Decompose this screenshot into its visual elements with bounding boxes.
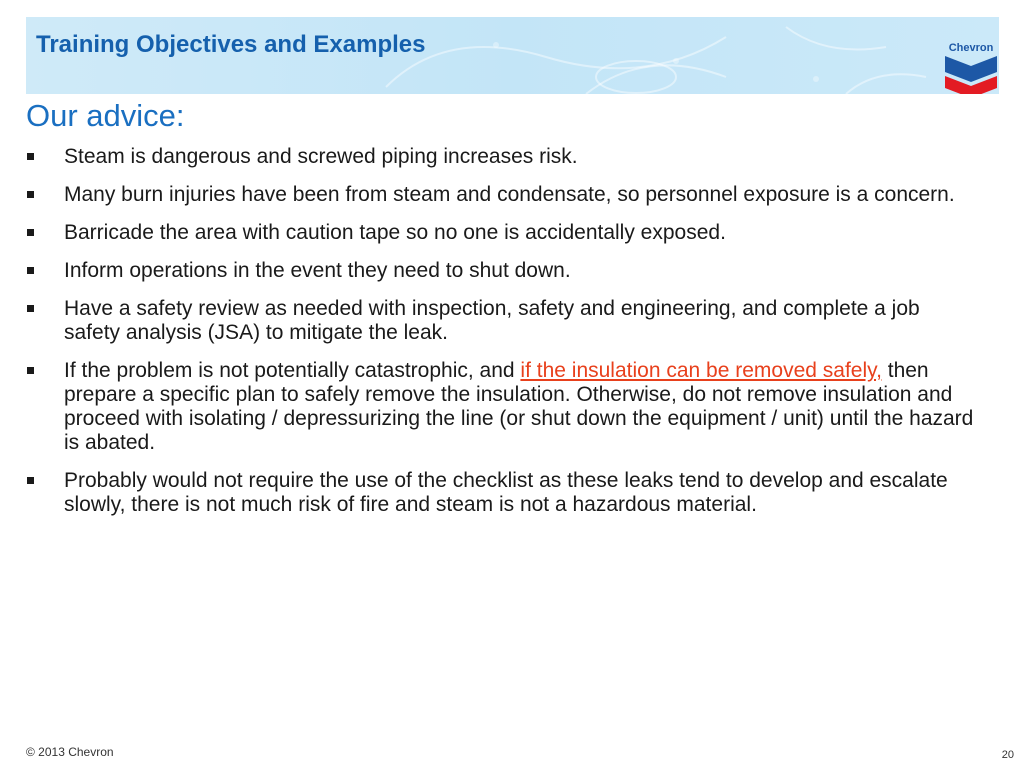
- logo-wordmark: Chevron: [948, 42, 994, 54]
- list-item: [26, 359, 976, 455]
- bullet-text-before: If the problem is not potentially catastrophic, and: [64, 359, 521, 382]
- square-bullet-icon: [27, 367, 34, 374]
- page-number: 20: [1001, 749, 1014, 761]
- list-item: [26, 183, 976, 207]
- list-item: [26, 259, 976, 283]
- bullet-text: Steam is dangerous and screwed piping increases risk.: [64, 145, 578, 168]
- insulation-removal-link[interactable]: if the insulation can be removed safely,: [520, 359, 882, 382]
- square-bullet-icon: [27, 267, 34, 274]
- bullet-text: Inform operations in the event they need to shut down.: [64, 259, 571, 282]
- list-item: [26, 145, 976, 169]
- square-bullet-icon: [27, 153, 34, 160]
- square-bullet-icon: [27, 229, 34, 236]
- copyright-notice: © 2013 Chevron: [26, 745, 114, 759]
- square-bullet-icon: [27, 191, 34, 198]
- list-item: [26, 297, 976, 345]
- bullet-text: Barricade the area with caution tape so no one is accidentally exposed.: [64, 221, 726, 244]
- slide-title: Training Objectives and Examples: [36, 31, 426, 58]
- bullet-list: [26, 145, 976, 531]
- bullet-text: Many burn injuries have been from steam and condensate, so personnel exposure is a concern.: [64, 183, 955, 206]
- list-item: [26, 221, 976, 245]
- square-bullet-icon: [27, 477, 34, 484]
- section-heading: Our advice:: [26, 98, 185, 133]
- chevron-logo: [941, 42, 999, 94]
- square-bullet-icon: [27, 305, 34, 312]
- bullet-text: Probably would not require the use of the checklist as these leaks tend to develop and escalate slowly, there is not much risk of fire and steam is not a hazardous material.: [64, 469, 948, 516]
- chevron-chevrons-icon: [945, 56, 997, 94]
- bullet-text: Have a safety review as needed with inspection, safety and engineering, and complete a job safety analysis (JSA) to mitigate the leak.: [64, 297, 920, 344]
- list-item: [26, 469, 976, 517]
- bullet-text-after: then prepare a specific plan to safely remove the insulation. Otherwise, do not remove insulation and proceed with isolating / depressurizing the line (or shut down the equipment / unit) until the hazard is abated.: [64, 359, 974, 454]
- header-banner: [26, 17, 999, 94]
